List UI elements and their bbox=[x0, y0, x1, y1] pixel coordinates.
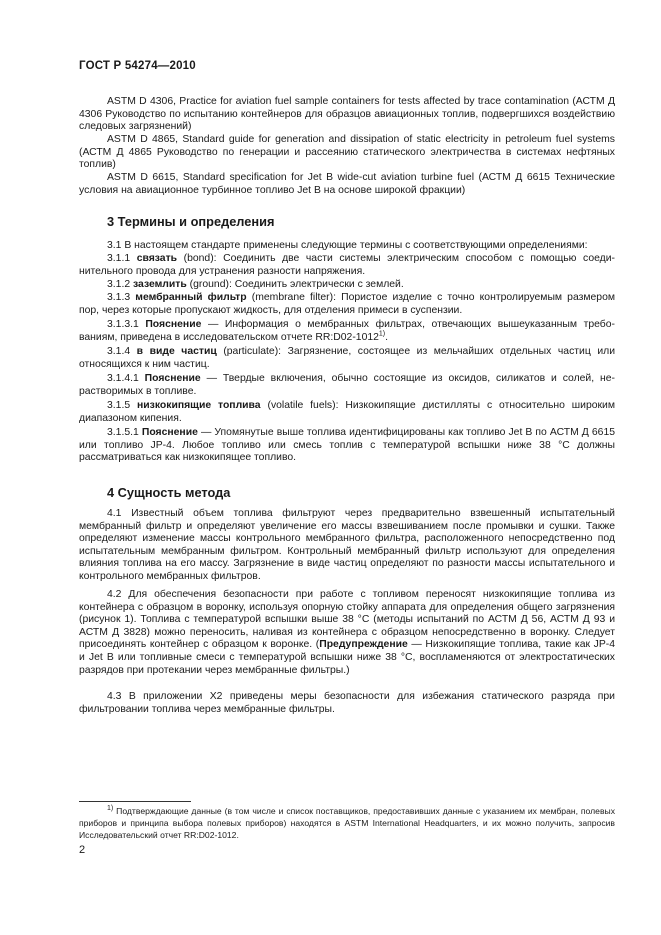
reference-item: ASTM D 4865, Standard guide for generation and dissipation of static electricity in petroleum fuel systems (АСТМ Д 4865 Руководство по генерации и рассеянию статического электричества в системах нефтяных топлив) bbox=[79, 134, 615, 171]
footnote-divider bbox=[79, 801, 191, 802]
term: заземлить bbox=[133, 279, 187, 290]
page-header: ГОСТ Р 54274—2010 bbox=[79, 60, 196, 72]
term: Пояснение bbox=[145, 319, 202, 330]
definition-3-1-2: 3.1.2 заземлить (ground): Соединить электрически с землей. bbox=[107, 279, 404, 290]
section-3-heading: 3 Термины и определения bbox=[107, 214, 275, 229]
warning-term: Предупреждение bbox=[319, 639, 408, 651]
definition-3-1-3: 3.1.3 мембранный фильтр (membrane filter): Пористое изделие с точно контролируемым размером пор, через которые пропускают жидкость, для отделения примеси в суспензии. bbox=[79, 292, 616, 316]
paragraph-4-2: 4.2 Для обеспечения безопасности при работе с топливом переносят низкокипящие топлива из контейнера с образцом в воронку, используя опорную стойку аппарата для определения общего загрязнения (рисунок 1). Топлива с температурой вспышки выше 38 °C (методы испытаний по АСТМ Д 56, АСТМ Д 93 и АСТМ Д 3828) можно переносить, наливая из контейнера с образцом непосредственно в воронку. Следует присоединять контейнер с образцом к воронке. (Предупреждение — Низкокипящие топлива, такие как JP-4 и Jet B или топливные смеси с температурой вспышки ниже 38 °C, воспламеняются от электростатических разрядов при протекании через мембранные фильтры.) bbox=[79, 589, 615, 676]
paragraph-4-1: 4.1 Известный объем топлива фильтруют через предварительно взвешенный испытательный мембранный фильтр и определяют увеличение его массы взвешиванием после промывки и сушки. Также определяют изменение массы контрольного мембранного фильтра, расположенного непосредственно под испытательным мембранным фильтром. Контрольный мембранный фильтр используют для определения влияния топлива на его массу. Загрязнение в виде частиц определяют по разности массы испытательного и контрольного мембранных фильтров. bbox=[79, 508, 615, 582]
paragraph-3-1: 3.1 В настоящем стандарте применены следующие термины с соответствующими определениями: bbox=[107, 240, 588, 251]
footnote: $^{1)}$ Подтверждающие данные (в том числе и список поставщиков, предоставивших данные с указанием их мембран, полевых приборов и принципа выбора полевых приборов) находятся в ASTM International Headquarters, и их можно получить, запросив Исследовательский отчет RR:D02-1012. bbox=[79, 805, 615, 840]
paragraph-4-3: 4.3 В приложении X2 приведены меры безопасности для избежания статического разряда при фильтровании топлива через мембранные фильтры. bbox=[79, 691, 615, 715]
page-number: 2 bbox=[79, 844, 86, 856]
reference-item: ASTM D 6615, Standard specification for Jet B wide-cut aviation turbine fuel (АСТМ Д 6615 Технические условия на авиационное турбинное топливо Jet B на основе широкой фракции) bbox=[79, 172, 615, 196]
term: в виде частиц bbox=[136, 346, 217, 357]
definition-3-1-1: 3.1.1 связать (bond): Соединить две части системы электрическим способом с помощью соединительного провода для устранения разности напряжения. bbox=[79, 253, 615, 277]
note-3-1-3-1: 3.1.3.1 Пояснение — Информация о мембранных фильтрах, отвечающих вышеуказанным требованиям, приведена в исследовательском отчете RR:D02-1012$^{1)}$. bbox=[79, 319, 615, 343]
footnote-ref: 1) bbox=[378, 330, 386, 338]
note-3-1-4-1: 3.1.4.1 Пояснение — Твердые включения, обычно состоящие из оксидов, силикатов и солей, нерастворимых в топливе. bbox=[79, 373, 615, 397]
footnote-marker: 1) bbox=[107, 805, 114, 813]
term: мембранный фильтр bbox=[135, 292, 247, 303]
term: связать bbox=[136, 253, 178, 264]
note-3-1-5-1: 3.1.5.1 Пояснение — Упомянутые выше топлива идентифицированы как топливо Jet B по АСТМ Д 6615 или топливо JP-4. Любое топливо или смесь топлив с температурой вспышки ниже 38 °C должны рассматриваться как низкокипящее топливо. bbox=[79, 427, 616, 464]
term: низкокипящие топлива bbox=[137, 400, 261, 411]
reference-item: ASTM D 4306, Practice for aviation fuel sample containers for tests affected by trace contamination (АСТМ Д 4306 Руководство по испытанию контейнеров для образцов авиационных топлив, подвергшихся воздействию следовых загрязнений) bbox=[79, 96, 615, 133]
section-4-heading: 4 Сущность метода bbox=[107, 485, 231, 500]
definition-3-1-4: 3.1.4 в виде частиц (particulate): Загрязнение, состоящее из мельчайших отдельных частиц или относящихся к ним частиц. bbox=[79, 346, 615, 370]
term: Пояснение bbox=[141, 427, 198, 438]
term: Пояснение bbox=[144, 373, 201, 384]
definition-3-1-5: 3.1.5 низкокипящие топлива (volatile fuels): Низкокипящие дистилляты с относительно широким диапазоном кипения. bbox=[79, 400, 615, 424]
